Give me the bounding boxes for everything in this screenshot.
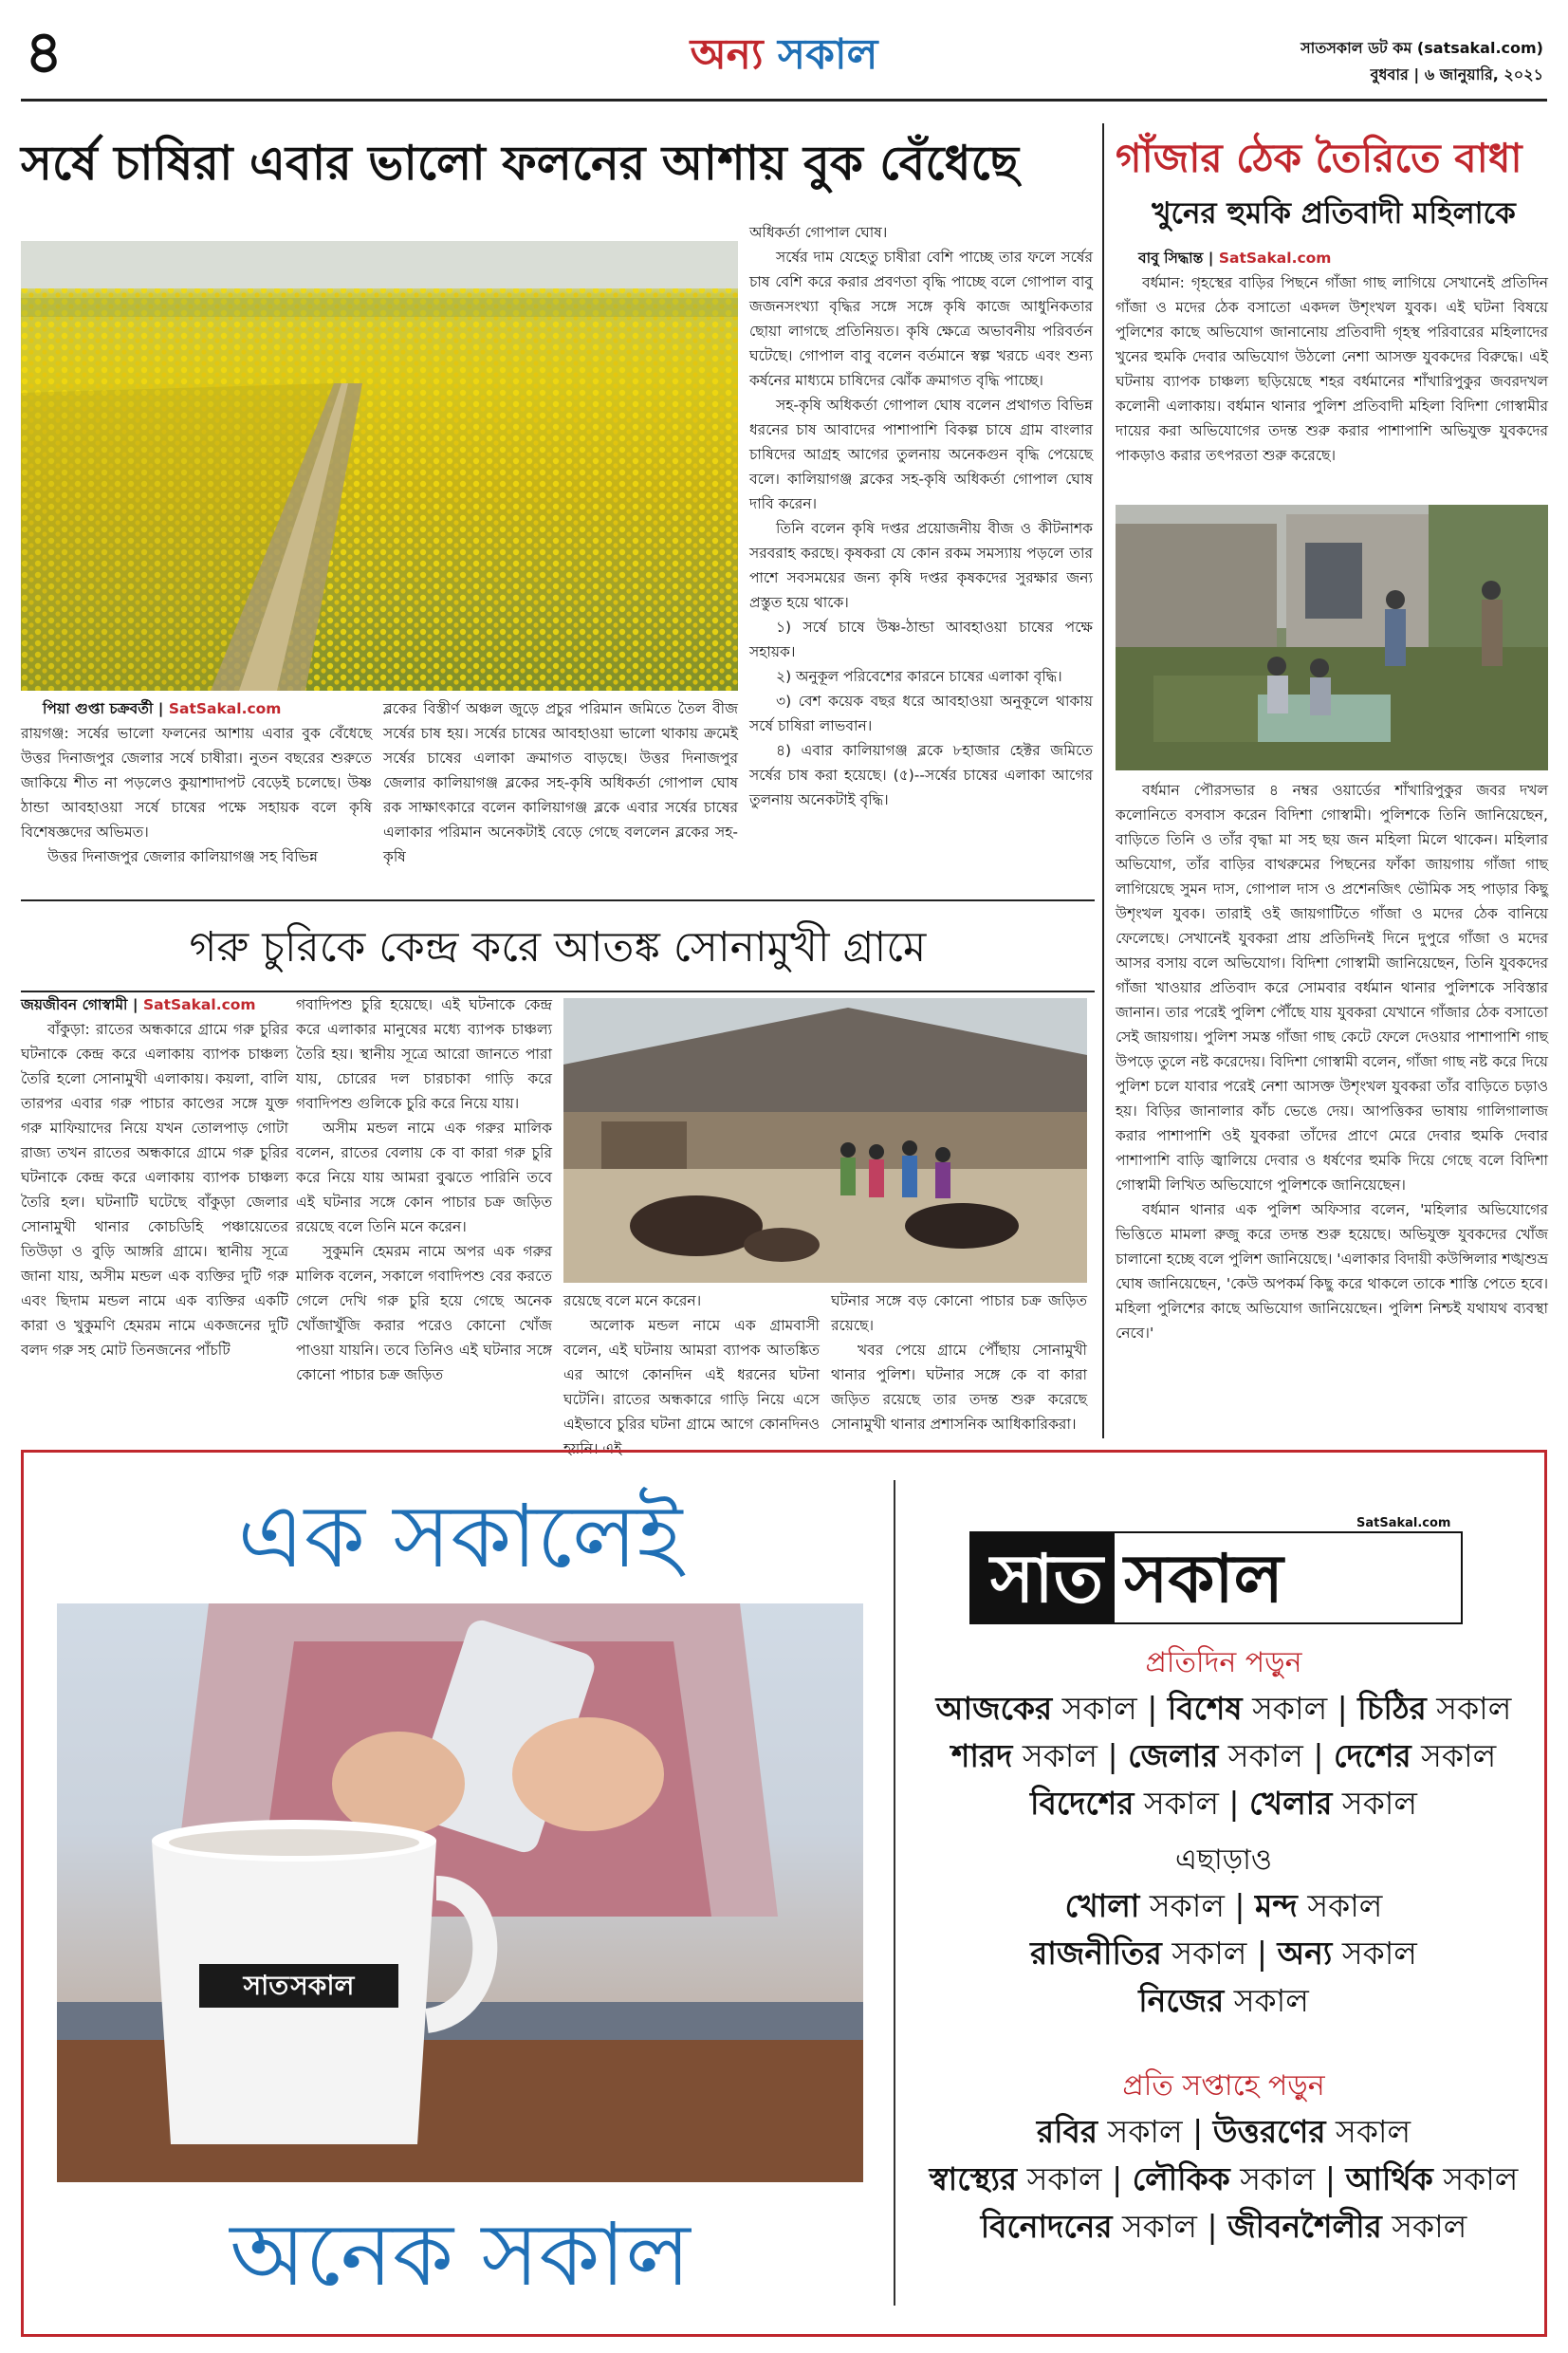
backyard-police-photo [1116, 505, 1548, 770]
ad-paper-suffix: সকাল [1098, 2113, 1183, 2150]
article3-col2-p3: সুকুমনি হেমরম নামে অপর এক গরুর মালিক বলেন, সকালে গবাদিপশু বের করতে গেলে দেখি গরু চুরি হয়ে গেছে অনেক খোঁজাখুঁজি করার পরেও কোনো খোঁজ পাওয়া যায়নি। তবে তিনিও এই ঘটনার সঙ্গে কোনো পাচার চক্র জড়িত [296, 1243, 552, 1383]
article2-body-p2: বর্ধমান থানার এক পুলিশ অফিসার বলেন, 'মহিলার অভিযোগের ভিত্তিতে মামলা রুজু করে তদন্ত শুরু হয়েছে। অভিযুক্ত যুবকদের খোঁজ চালানো হচ্ছে বলে পুলিশ জানিয়েছে। 'এলাকার বিদায়ী কউন্সিলার শঙ্খশুভ্র ঘোষ জানিয়েছেন, 'কেউ অপকর্ম কিছু করে থাকলে তাকে শাস্তি পেতে হবে। মহিলা পুলিশের কাছে অভিযোগ জানিয়েছেন। পুলিশ নিশ্চই যথাযথ ব্যবস্থা নেবে।' [1116, 1201, 1548, 1342]
ad-separator: | [1327, 1690, 1358, 1727]
article2-body-p1: বর্ধমান পৌরসভার ৪ নম্বর ওয়ার্ডের শাঁখারিপুকুর জবর দখল কলোনিতে বসবাস করেন বিদিশা গোস্বামী। পুলিশকে তিনি জানিয়েছেন, বাড়িতে তিনি ও তাঁর বৃদ্ধা মা সহ ছয় জন মহিলা মিলে থাকেন। মহিলার অভিযোগ, তাঁর বাড়ির বাথরুমের পিছনের ফাঁকা জায়গায় গাঁজা গাছ লাগিয়েছে সুমন দাস, গোপাল দাস ও প্রশেনজিৎ ভৌমিক সহ পাড়ার কিছু উশৃংখল যুবক। তারাই ওই জায়গাটিতে গাঁজা ও মদের ঠেক বানিয়ে ফেলেছে। সেখানেই যুবকরা প্রায় প্রতিদিনই দিনে দুপুরে গাঁজা ও মদের আসর বসায় বলে অভিযোগ। বিদিশা গোস্বামী জানিয়েছেন, তিনি যুবকদের গাঁজা খাওয়ার প্রতিবাদ করে সোমবার বর্ধমান থানার পুলিশকে সবিস্তার জানান। তার পরেই পুলিশ পৌঁছে যায় যুবকরা যেখানে গাঁজার ঠেক বসাতো সেই জায়গায়। পুলিশ সমস্ত গাঁজা গাছ কেটে ফেলে দেওয়ার পাশাপাশি গাছ উপড়ে তুলে নষ্ট করেদেয়। বিদিশা গোস্বামী বলেন, গাঁজা গাছ নষ্ট করে দিয়ে পুলিশ চলে যাবার পরেই নেশা আসক্ত উশৃংখল যুবকরা তাঁর বাড়িতে চড়াও হয়। বিড়ির জানালার কাঁচ ভেঙে দেয়। আপত্তিকর ভাষায় গালিগালাজ করার পাশাপাশি ওই যুবকরা তাঁদের প্রাণে মেরে দেবার হুমকি দেবার পাশাপাশি বাড়ি জ্বালিয়ে দেবার ও ধর্ষণের হুমকি দিয়ে গেছে বলে বিদিশা গোস্বামী লিখিত অভিযোগে পুলিশকে জানিয়েছেন। [1116, 782, 1548, 1194]
article2-byline [1138, 246, 1518, 270]
ad-separator: | [1224, 1887, 1256, 1924]
ad-weekly-line [911, 2156, 1537, 2203]
article1-col3-p3: সহ-কৃষি অধিকর্তা গোপাল ঘোষ বলেন প্রথাগত বিভিন্ন ধরনের চাষ আবাদের পাশাপাশি বিকল্প চাষে গ্রাম বাংলার চাষিদের আগ্রহ আগের তুলনায় অনেকগুন বৃদ্ধি পেয়েছে বলে। কালিয়াগঞ্জ ব্লকের সহ-কৃষি অধিকর্তা গোপাল ঘোষ দাবি করেন। [749, 397, 1093, 512]
ad-besides-line [911, 1977, 1537, 2025]
article2-headline-line2: খুনের হুমকি প্রতিবাদী মহিলাকে [1152, 196, 1516, 231]
ad-daily-line [911, 1685, 1537, 1732]
article1-byline-site: SatSakal.com [168, 700, 282, 717]
ad-daily-title: প্রতিদিন পড়ুন [1145, 1646, 1302, 1679]
ad-paper-name: আর্থিক [1345, 2160, 1433, 2197]
ad-paper-name: খেলার [1249, 1785, 1333, 1822]
article1-byline [43, 696, 365, 721]
article3-headline: গরু চুরিকে কেন্দ্র করে আতঙ্ক সোনামুখী গ্রামে [189, 923, 927, 972]
ad-paper-name: মন্দ [1255, 1887, 1298, 1924]
ad-weekly-list [911, 2108, 1537, 2251]
ad-paper-suffix: সকাল [1017, 2160, 1102, 2197]
ad-paper-suffix: সকাল [1139, 1887, 1225, 1924]
masthead-date: বুধবার | ৬ জানুয়ারি, ২০২১ [1370, 65, 1543, 83]
ad-weekly-title: প্রতি সপ্তাহে পড়ুন [1122, 2069, 1325, 2103]
ad-separator: | [1097, 1737, 1129, 1774]
article2-byline-site: SatSakal.com [1218, 250, 1332, 267]
section-title-part2: সকাল [778, 30, 878, 79]
ad-paper-name: নিজের [1138, 1982, 1225, 2019]
ad-paper-name: স্বাস্থ্যের [929, 2160, 1018, 2197]
article3-col4 [831, 1288, 1087, 1435]
article1-bottom-rule [21, 899, 1095, 901]
ad-paper-name: রবির [1036, 2113, 1098, 2150]
article1-col3-p2: সর্ষের দাম যেহেতু চাষীরা বেশি পাচ্ছে তার ফলে সর্ষের চাষ বেশি করে করার প্রবণতা বৃদ্ধি পাচ্ছে বলে গোপাল বাবু জজনসংখ্যা বৃদ্ধির সঙ্গে সঙ্গে কৃষি কাজে আধুনিকতার ছোয়া লাগছে প্রতিনিয়ত। কৃষি ক্ষেত্রে অভাবনীয় পরিবর্তন ঘটেছে। গোপাল বাবু বলেন বর্তমানে স্বল্প খরচে এবং শুন্য কর্ষনের মাধ্যমে চাষিদের ঝোঁক ক্রমাগত বৃদ্ধি পাচ্ছে। [749, 249, 1093, 389]
village-illustration [563, 998, 1087, 1283]
ad-paper-name: দেশের [1333, 1737, 1411, 1774]
ad-paper-suffix: সকাল [1332, 1935, 1417, 1972]
article3-col3 [563, 1288, 820, 1457]
ad-separator: | [1182, 2113, 1213, 2150]
ad-separator: | [1302, 1737, 1334, 1774]
ad-daily-line [911, 1780, 1537, 1827]
ad-besides-line [911, 1882, 1537, 1930]
ad-paper-suffix: সকাল [1411, 1737, 1497, 1774]
ad-logo-sat: সাত [971, 1533, 1115, 1622]
ad-paper-suffix: সকাল [1242, 1690, 1328, 1727]
ad-paper-name: উত্তরণের [1212, 2113, 1326, 2150]
ad-daily-line [911, 1732, 1537, 1780]
article1-col2 [383, 696, 738, 894]
ad-paper-name: চিঠির [1357, 1690, 1427, 1727]
ad-mug-logo-sakal: সকাল [290, 1970, 355, 2001]
article1-col3 [749, 220, 1093, 894]
ad-paper-name: জেলার [1128, 1737, 1219, 1774]
backyard-illustration [1116, 505, 1548, 770]
article1-col1-p2: উত্তর দিনাজপুর জেলার কালিয়াগঞ্জ সহ বিভিন্ন [47, 848, 318, 865]
section-title-part1: অন্য [690, 30, 764, 79]
ad-paper-suffix: সকাল [1134, 1785, 1219, 1822]
ad-paper-name: বিশেষ [1167, 1690, 1243, 1727]
article1-col3-p7: ৩) বেশ কয়েক বছর ধরে আবহাওয়া অনুকূলে থাকায় সর্ষে চাষিরা লাভবান। [749, 693, 1093, 734]
ad-separator: | [1136, 1690, 1168, 1727]
article1-col3-p5: ১) সর্ষে চাষে উষ্ণ-ঠান্ডা আবহাওয়া চাষের পক্ষে সহায়ক। [749, 619, 1093, 660]
article3-col3-p1: রয়েছে বলে মনে করেন। [563, 1292, 702, 1309]
ad-paper-name: বিনোদনের [980, 2208, 1113, 2245]
ad-logo-site: SatSakal.com [1356, 1516, 1451, 1530]
ad-weekly-line [911, 2108, 1537, 2156]
column-divider [1102, 123, 1104, 1438]
ad-paper-name: আজকের [935, 1690, 1053, 1727]
village-cattle-photo [563, 998, 1087, 1283]
article3-col2-p1: গবাদিপশু চুরি হয়েছে। এই ঘটনাকে কেন্দ্র করে এলাকার মানুষের মধ্যে ব্যাপক চাঞ্চল্য তৈরি হয়। স্থানীয় সূত্রে আরো জানতে পারা যায়, চোরের দল চারচাকা গাড়ি করে গবাদিপশু গুলিকে চুরি করে নিয়ে যায়। [296, 996, 552, 1112]
ad-paper-suffix: সকাল [1426, 1690, 1512, 1727]
page-number: ৪ [25, 17, 64, 86]
ad-paper-name: খোলা [1064, 1887, 1140, 1924]
article3-col2 [296, 992, 552, 1435]
article3-byline-name: জয়জীবন গোস্বামী | [21, 996, 143, 1013]
ad-paper-name: রাজনীতির [1030, 1935, 1162, 1972]
ad-paper-name: জীবনশৈলীর [1227, 2208, 1382, 2245]
ad-paper-name: লৌকিক [1132, 2160, 1230, 2197]
article1-byline-name: পিয়া গুপ্তা চক্রবর্তী | [43, 700, 169, 717]
article1-col1 [21, 721, 372, 894]
ad-besides: এছাড়াও [1175, 1843, 1272, 1877]
ad-bottom-text: অনেক সকাল [230, 2204, 691, 2306]
ad-paper-suffix: সকাল [1325, 2113, 1411, 2150]
article2-headline-line1: গাঁজার ঠেক তৈরিতে বাধা [1116, 135, 1522, 181]
ad-paper-name: শারদ [950, 1737, 1013, 1774]
ad-mug-logo [201, 1966, 397, 2006]
ad-paper-suffix: সকাল [1332, 1785, 1417, 1822]
article1-col3-p1: অধিকর্তা গোপাল ঘোষ। [749, 224, 888, 241]
ad-besides-line [911, 1930, 1537, 1977]
article2-intro [1116, 270, 1548, 498]
article1-col3-p4: তিনি বলেন কৃষি দপ্তর প্রয়োজনীয় বীজ ও কীটনাশক সরবরাহ করছে। কৃষকরা যে কোন রকম সমস্যায় পড়লে তার পাশে সবসময়ের জন্য কৃষি দপ্তর কৃষকদের সুরক্ষার জন্য প্রস্তুত হয়ে থাকে। [749, 520, 1093, 611]
masthead-rule [21, 99, 1547, 102]
article3-col1-p1: বাঁকুড়া: রাতের অন্ধকারে গ্রামে গরু চুরির ঘটনাকে কেন্দ্র করে এলাকায় ব্যাপক চাঞ্চল্য তৈরি হলো সোনামুখী এলাকায়। কয়লা, বালি তারপর এবার গরু পাচার কাণ্ডের সঙ্গে যুক্ত গরু মাফিয়াদের নিয়ে যখন তোলপাড় গোটা রাজ্য তখন রাতের অন্ধকারে গ্রামে গরু চুরির ঘটনাকে কেন্দ্র করে এলাকায় ব্যাপক চাঞ্চল্য তৈরি হল। ঘটনাটি ঘটেছে বাঁকুড়া জেলার সোনামুখী থানার কোচডিহি পঞ্চায়েতের তিউড়া ও বুড়ি আঙ্গরি গ্রামে। স্থানীয় সূত্রে জানা যায়, অসীম মন্ডল এক ব্যক্তির দুটি গরু এবং ছিদাম মন্ডল নামে এক ব্যক্তির একটি কারা ও খুকুমণি হেমরম নামে একজনের দুটি বলদ গরু সহ মোট তিনজনের পাঁচটি [21, 1021, 288, 1359]
ad-separator: | [1315, 2160, 1346, 2197]
article3-col4-p2: খবর পেয়ে গ্রামে পৌঁছায় সোনামুখী থানার পুলিশ। ঘটনার সঙ্গে কে বা কারা জড়িত রয়েছে তার তদন্ত শুরু করেছে সোনামুখী থানার প্রশাসনিক আধিকারিকরা। [831, 1342, 1087, 1433]
ad-paper-suffix: সকাল [1112, 2208, 1198, 2245]
mustard-field-illustration [21, 241, 738, 691]
ad-paper-suffix: সকাল [1297, 1887, 1383, 1924]
article3-col2-p2: অসীম মন্ডল নামে এক গরুর মালিক বলেন, রাতের বেলায় কে বা কারা গরু চুরি করে নিয়ে যায় আমরা বুঝতে পারিনি তবে এই ঘটনার সঙ্গে কোন পাচার চক্র জড়িত রয়েছে বলে তিনি মনে করেন। [296, 1120, 552, 1235]
article1-col3-p8: ৪) এবার কালিয়াগঞ্জ ব্লকে ৮হাজার হেক্টর জমিতে সর্ষের চাষ করা হয়েছে। (৫)--সর্ষের চাষের এলাকা আগের তুলনায় অনেকটাই বৃদ্ধি। [749, 742, 1093, 808]
article1-headline: সর্ষে চাষিরা এবার ভালো ফলনের আশায় বুক বেঁধেছে [21, 136, 1019, 191]
ad-paper-suffix: সকাল [1012, 1737, 1098, 1774]
ad-paper-suffix: সকাল [1229, 2160, 1316, 2197]
ad-logo-sakal: সকাল [1115, 1533, 1293, 1622]
ad-logo [969, 1531, 1463, 1624]
ad-besides-list [911, 1882, 1537, 2025]
ad-paper-suffix: সকাল [1218, 1737, 1303, 1774]
ad-daily-list [911, 1685, 1537, 1827]
ad-divider [894, 1480, 895, 2306]
ad-paper-suffix: সকাল [1052, 1690, 1137, 1727]
ad-paper-suffix: সকাল [1432, 2160, 1519, 2197]
ad-weekly-line [911, 2203, 1537, 2251]
ad-separator: | [1218, 1785, 1250, 1822]
ad-paper-name: অন্য [1277, 1935, 1333, 1972]
article3-col4-p1: ঘটনার সঙ্গে বড় কোনো পাচার চক্র জড়িত রয়েছে। [831, 1292, 1087, 1334]
article2-body [1116, 778, 1548, 1433]
article3-byline-site: SatSakal.com [142, 996, 256, 1013]
mustard-field-photo [21, 241, 738, 691]
masthead-site: সাতসকাল ডট কম (satsakal.com) [1301, 39, 1543, 57]
article2-intro-p1: বর্ধমান: গৃহস্থের বাড়ির পিছনে গাঁজা গাছ লাগিয়ে সেখানেই প্রতিদিন গাঁজা ও মদের ঠেক বসাতো একদল উশৃংখল যুবক। এই ঘটনা বিষয়ে পুলিশের কাছে অভিযোগ জানানোয় প্রতিবাদী গৃহস্থ পরিবারের মহিলাদের খুনের হুমকি দেবার অভিযোগ উঠলো নেশা আসক্ত যুবকদের বিরুদ্ধে। এই ঘটনায় ব্যাপক চাঞ্চল্য ছড়িয়েছে শহর বর্ধমানের শাঁখারিপুকুর জবরদখল কলোনী এলাকায়। বর্ধমান থানার পুলিশ প্রতিবাদী মহিলা বিদিশা গোস্বামীর দায়ের করা অভিযোগের তদন্ত শুরু করার পাশাপাশি অভিযুক্ত যুবকদের পাকড়াও করার তৎপরতা শুরু করেছে। [1116, 274, 1548, 464]
ad-paper-suffix: সকাল [1224, 1982, 1309, 2019]
article3-byline [21, 992, 296, 1017]
article2-byline-name: বাবু সিদ্ধান্ত | [1138, 250, 1219, 267]
ad-paper-suffix: সকাল [1381, 2208, 1467, 2245]
article1-col2-p1: ব্লকের বিস্তীর্ণ অঞ্চল জুড়ে প্রচুর পরিমান জমিতে তৈল বীজ সর্ষের চাষ হয়। সর্ষের চাষের আবহাওয়া ভালো থাকায় ক্রমেই সর্ষের চাষের এলাকা ক্রমাগত বাড়ছে। উত্তর দিনাজপুর জেলার কালিয়াগঞ্জ ব্লকের সহ-কৃষি অধিকর্তা গোপাল ঘোষ রক সাক্ষাৎকারে বলেন কালিয়াগঞ্জ ব্লকে এবার সর্ষের চাষের এলাকার পরিমান অনেকটাই বেড়ে গেছে বললেন ব্লকের সহ-কৃষি [383, 700, 738, 865]
ad-separator: | [1246, 1935, 1278, 1972]
ad-separator: | [1197, 2208, 1228, 2245]
article3-col1 [21, 1017, 288, 1435]
ad-top-text: এক সকালেই [237, 1486, 683, 1587]
ad-coffee-illustration [57, 1603, 863, 2182]
article1-col3-p6: ২) অনুকূল পরিবেশের কারনে চাষের এলাকা বৃদ্ধি। [776, 668, 1062, 685]
ad-coffee-photo [57, 1603, 863, 2182]
ad-paper-name: বিদেশের [1030, 1785, 1134, 1822]
ad-separator: | [1101, 2160, 1133, 2197]
article1-col1-p1: রায়গঞ্জ: সর্ষের ভালো ফলনের আশায় এবার বুক বেঁধেছে উত্তর দিনাজপুর জেলার সর্ষে চাষীরা। নুতন বছরের শুরুতে জাকিয়ে শীত না পড়লেও কুয়াশাদাপট বেড়েই চলেছে। উষ্ণ ঠান্ডা আবহাওয়া সর্ষে চাষের পক্ষে সহায়ক বলে কৃষি বিশেষজ্ঞদের অভিমত। [21, 725, 372, 841]
ad-paper-suffix: সকাল [1161, 1935, 1247, 1972]
ad-mug-logo-sat: সাত [243, 1970, 289, 2001]
article3-col3-p2: অলোক মন্ডল নামে এক গ্রামবাসী বলেন, এই ঘটনায় আমরা ব্যাপক আতঙ্কিত এর আগে কোনদিন এই ধরনের ঘটনা ঘটেনি। রাতের অন্ধকারে গাড়ি নিয়ে এসে এইভাবে চুরির ঘটনা গ্রামে আগে কোনদিনও হয়নি। এই [563, 1317, 820, 1457]
